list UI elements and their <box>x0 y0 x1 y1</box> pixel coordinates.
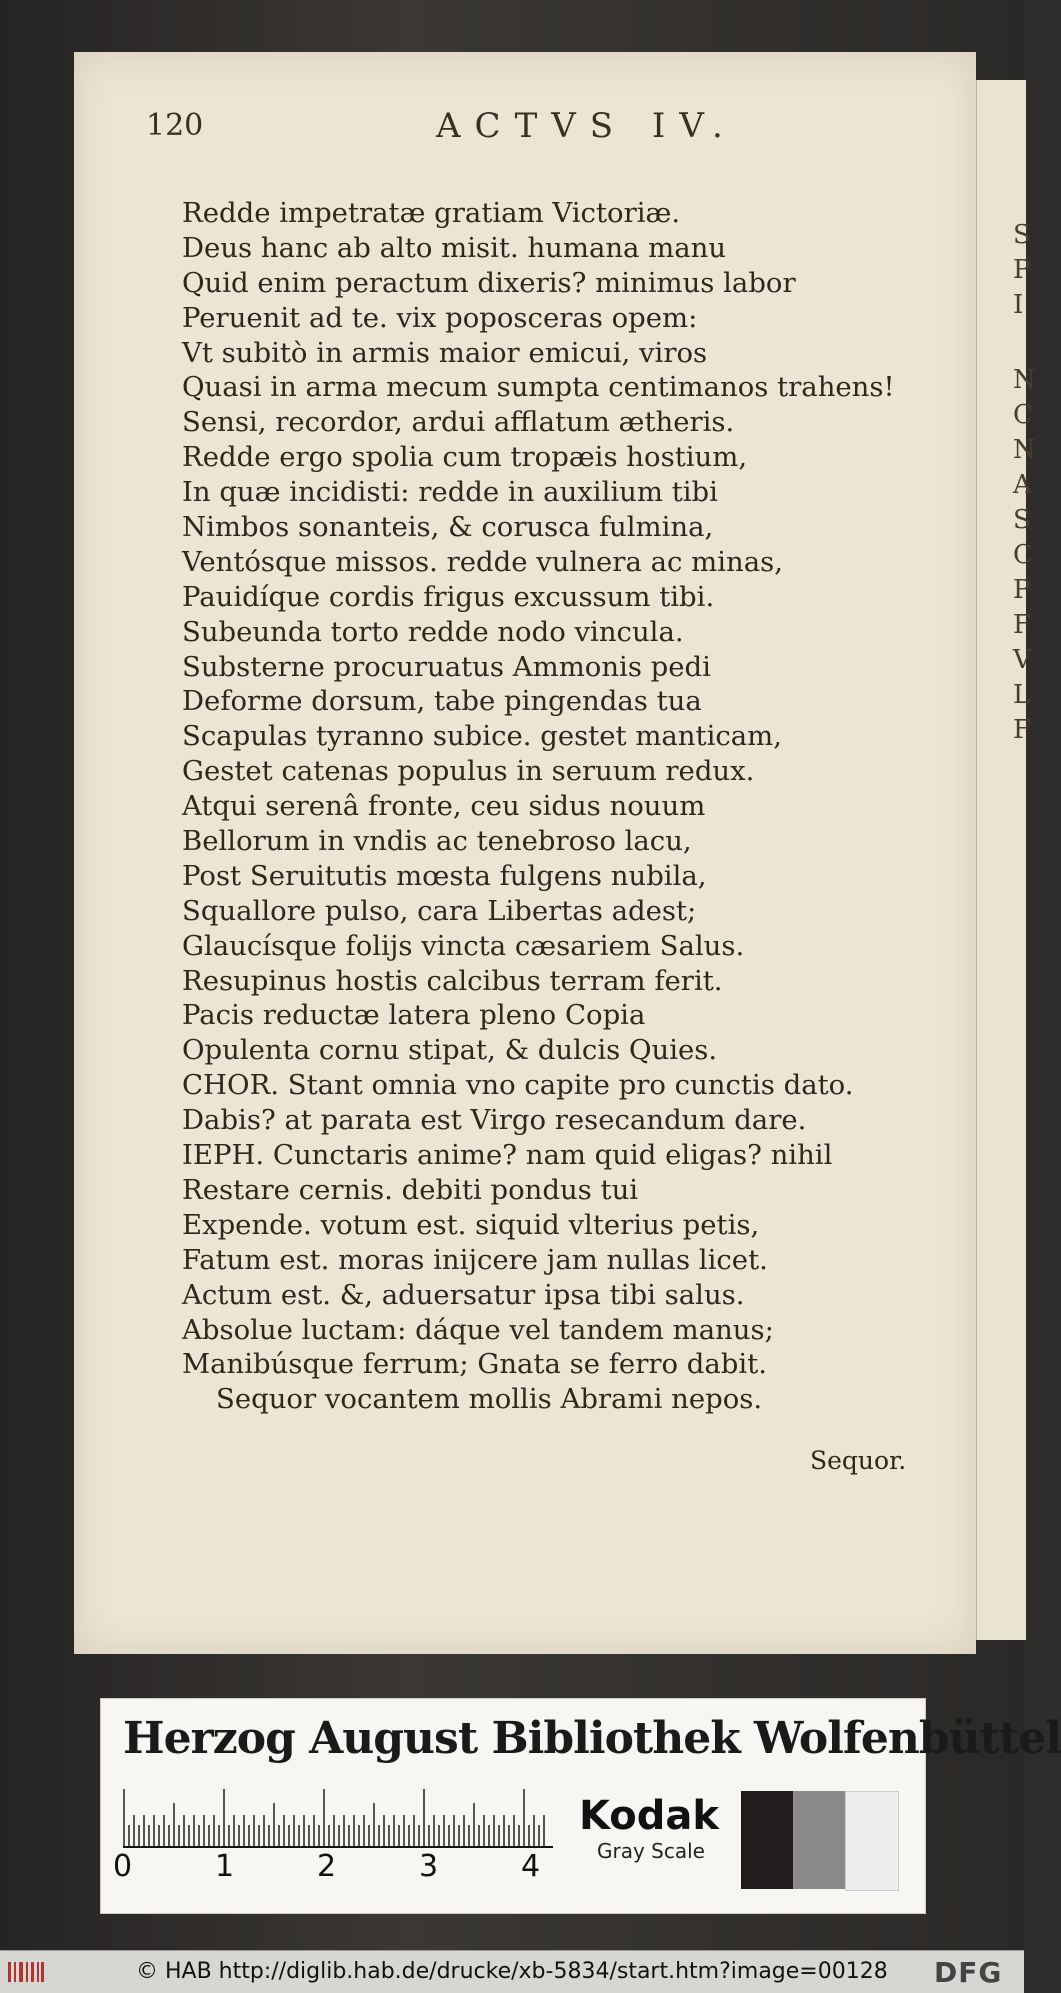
verse-line: Substerne procuruatus Ammonis pedi <box>182 650 711 683</box>
facing-page-letter: S <box>1013 220 1031 250</box>
verse-line: Quid enim peractum dixeris? minimus labor <box>182 266 796 299</box>
facing-page-letter: I <box>1013 290 1024 320</box>
verse-line: Gestet catenas populus in seruum redux. <box>182 755 755 788</box>
verse-text <box>182 196 922 1417</box>
verse-line: Subeunda torto redde nodo vincula. <box>182 615 684 648</box>
facing-page-letter: C <box>1013 540 1033 570</box>
ruler-label: 2 <box>317 1849 337 1884</box>
verse-line: Glaucísque folijs vincta cæsariem Salus. <box>182 929 745 962</box>
verse-line: Sensi, recordor, ardui afflatum ætheris. <box>182 406 735 439</box>
facing-page-letter: F <box>1013 610 1032 640</box>
facing-page-letter: A <box>1013 470 1032 500</box>
dfg-logo: DFG <box>934 1956 1003 1989</box>
color-calibration-card <box>100 1698 1061 1914</box>
ruler-labels <box>101 1849 561 1889</box>
facing-page-letter: C <box>1013 400 1033 430</box>
institution-name: Herzog August Bibliothek Wolfenbüttel <box>123 1713 1061 1764</box>
verse-line: IEPH. Cunctaris anime? nam quid eligas? nihil <box>182 1139 833 1172</box>
ruler-label: 4 <box>521 1849 541 1884</box>
facing-page-edge <box>975 80 1036 1640</box>
measurement-ruler <box>123 1789 553 1849</box>
facing-page-letter: P <box>1013 255 1031 285</box>
running-title: ACTVS IV. <box>436 106 737 146</box>
verse-line: Bellorum in vndis ac tenebroso lacu, <box>182 825 692 858</box>
verse-line: Nimbos sonanteis, & corusca fulmina, <box>182 511 714 544</box>
verse-line: Deforme dorsum, tabe pingendas tua <box>182 685 702 718</box>
ruler-label: 3 <box>419 1849 439 1884</box>
ruler-label: 0 <box>113 1849 133 1884</box>
swatch-dark <box>741 1791 793 1889</box>
verse-line: Manibúsque ferrum; Gnata se ferro dabit. <box>182 1348 767 1381</box>
verse-line: Redde impetratæ gratiam Victoriæ. <box>182 197 681 229</box>
verse-line: Vt subitò in armis maior emicui, viros <box>182 336 708 369</box>
facing-page-letter: F <box>1013 715 1032 745</box>
facing-page-letter: N <box>1013 435 1036 465</box>
verse-line: Pauidíque cordis frigus excussum tibi. <box>182 580 715 613</box>
verse-line: Pacis reductæ latera pleno Copia <box>182 999 646 1032</box>
verse-line: Post Seruitutis mœsta fulgens nubila, <box>182 859 707 892</box>
verse-line: CHOR. Stant omnia vno capite pro cunctis dato. <box>182 1069 854 1102</box>
viewer-footer <box>0 1950 1024 1993</box>
kodak-logo: Kodak <box>579 1793 719 1839</box>
barcode-icon <box>6 1960 46 1984</box>
verse-line: Resupinus hostis calcibus terram ferit. <box>182 964 723 997</box>
verse-line: Peruenit ad te. vix poposceras opem: <box>182 301 698 334</box>
facing-page-letter: P <box>1013 575 1031 605</box>
verse-line: Restare cernis. debiti pondus tui <box>182 1173 639 1206</box>
verse-line: Opulenta cornu stipat, & dulcis Quies. <box>182 1034 718 1067</box>
verse-line: Atqui serenâ fronte, ceu sidus nouum <box>182 790 706 823</box>
running-head <box>146 108 746 148</box>
verse-line: Deus hanc ab alto misit. humana manu <box>182 231 727 264</box>
swatch-light <box>845 1791 899 1891</box>
verse-line: Redde ergo spolia cum tropæis hostium, <box>182 441 748 474</box>
verse-line: Fatum est. moras inijcere jam nullas licet. <box>182 1243 768 1276</box>
swatch-mid <box>793 1791 845 1889</box>
verse-line: Squallore pulso, cara Libertas adest; <box>182 894 697 927</box>
facing-page-letter: L <box>1013 680 1031 710</box>
verse-line: Actum est. &, aduersatur ipsa tibi salus. <box>182 1278 745 1311</box>
verse-line: Quasi in arma mecum sumpta centimanos trahens! <box>182 371 895 404</box>
verse-line: Absolue luctam: dáque vel tandem manus; <box>182 1313 774 1346</box>
gray-scale-label: Gray Scale <box>597 1839 705 1863</box>
facing-page-letter: V <box>1013 645 1032 675</box>
catchword: Sequor. <box>810 1446 907 1475</box>
verse-line: Expende. votum est. siquid vlterius petis, <box>182 1208 760 1241</box>
verse-line: Sequor vocantem mollis Abrami nepos. <box>216 1383 763 1416</box>
facing-page-letter: N <box>1013 365 1036 395</box>
source-link[interactable]: © HAB http://diglib.hab.de/drucke/xb-5834/start.htm?image=00128 <box>136 1959 888 1984</box>
page-number: 120 <box>146 108 204 143</box>
verse-line: Scapulas tyranno subice. gestet manticam, <box>182 720 782 753</box>
verse-line: Ventósque missos. redde vulnera ac minas, <box>182 545 783 578</box>
facing-page-letter: S <box>1013 505 1031 535</box>
verse-line: In quæ incidisti: redde in auxilium tibi <box>182 476 718 509</box>
verse-line: Dabis? at parata est Virgo resecandum dare. <box>182 1104 807 1137</box>
ruler-label: 1 <box>215 1849 235 1884</box>
